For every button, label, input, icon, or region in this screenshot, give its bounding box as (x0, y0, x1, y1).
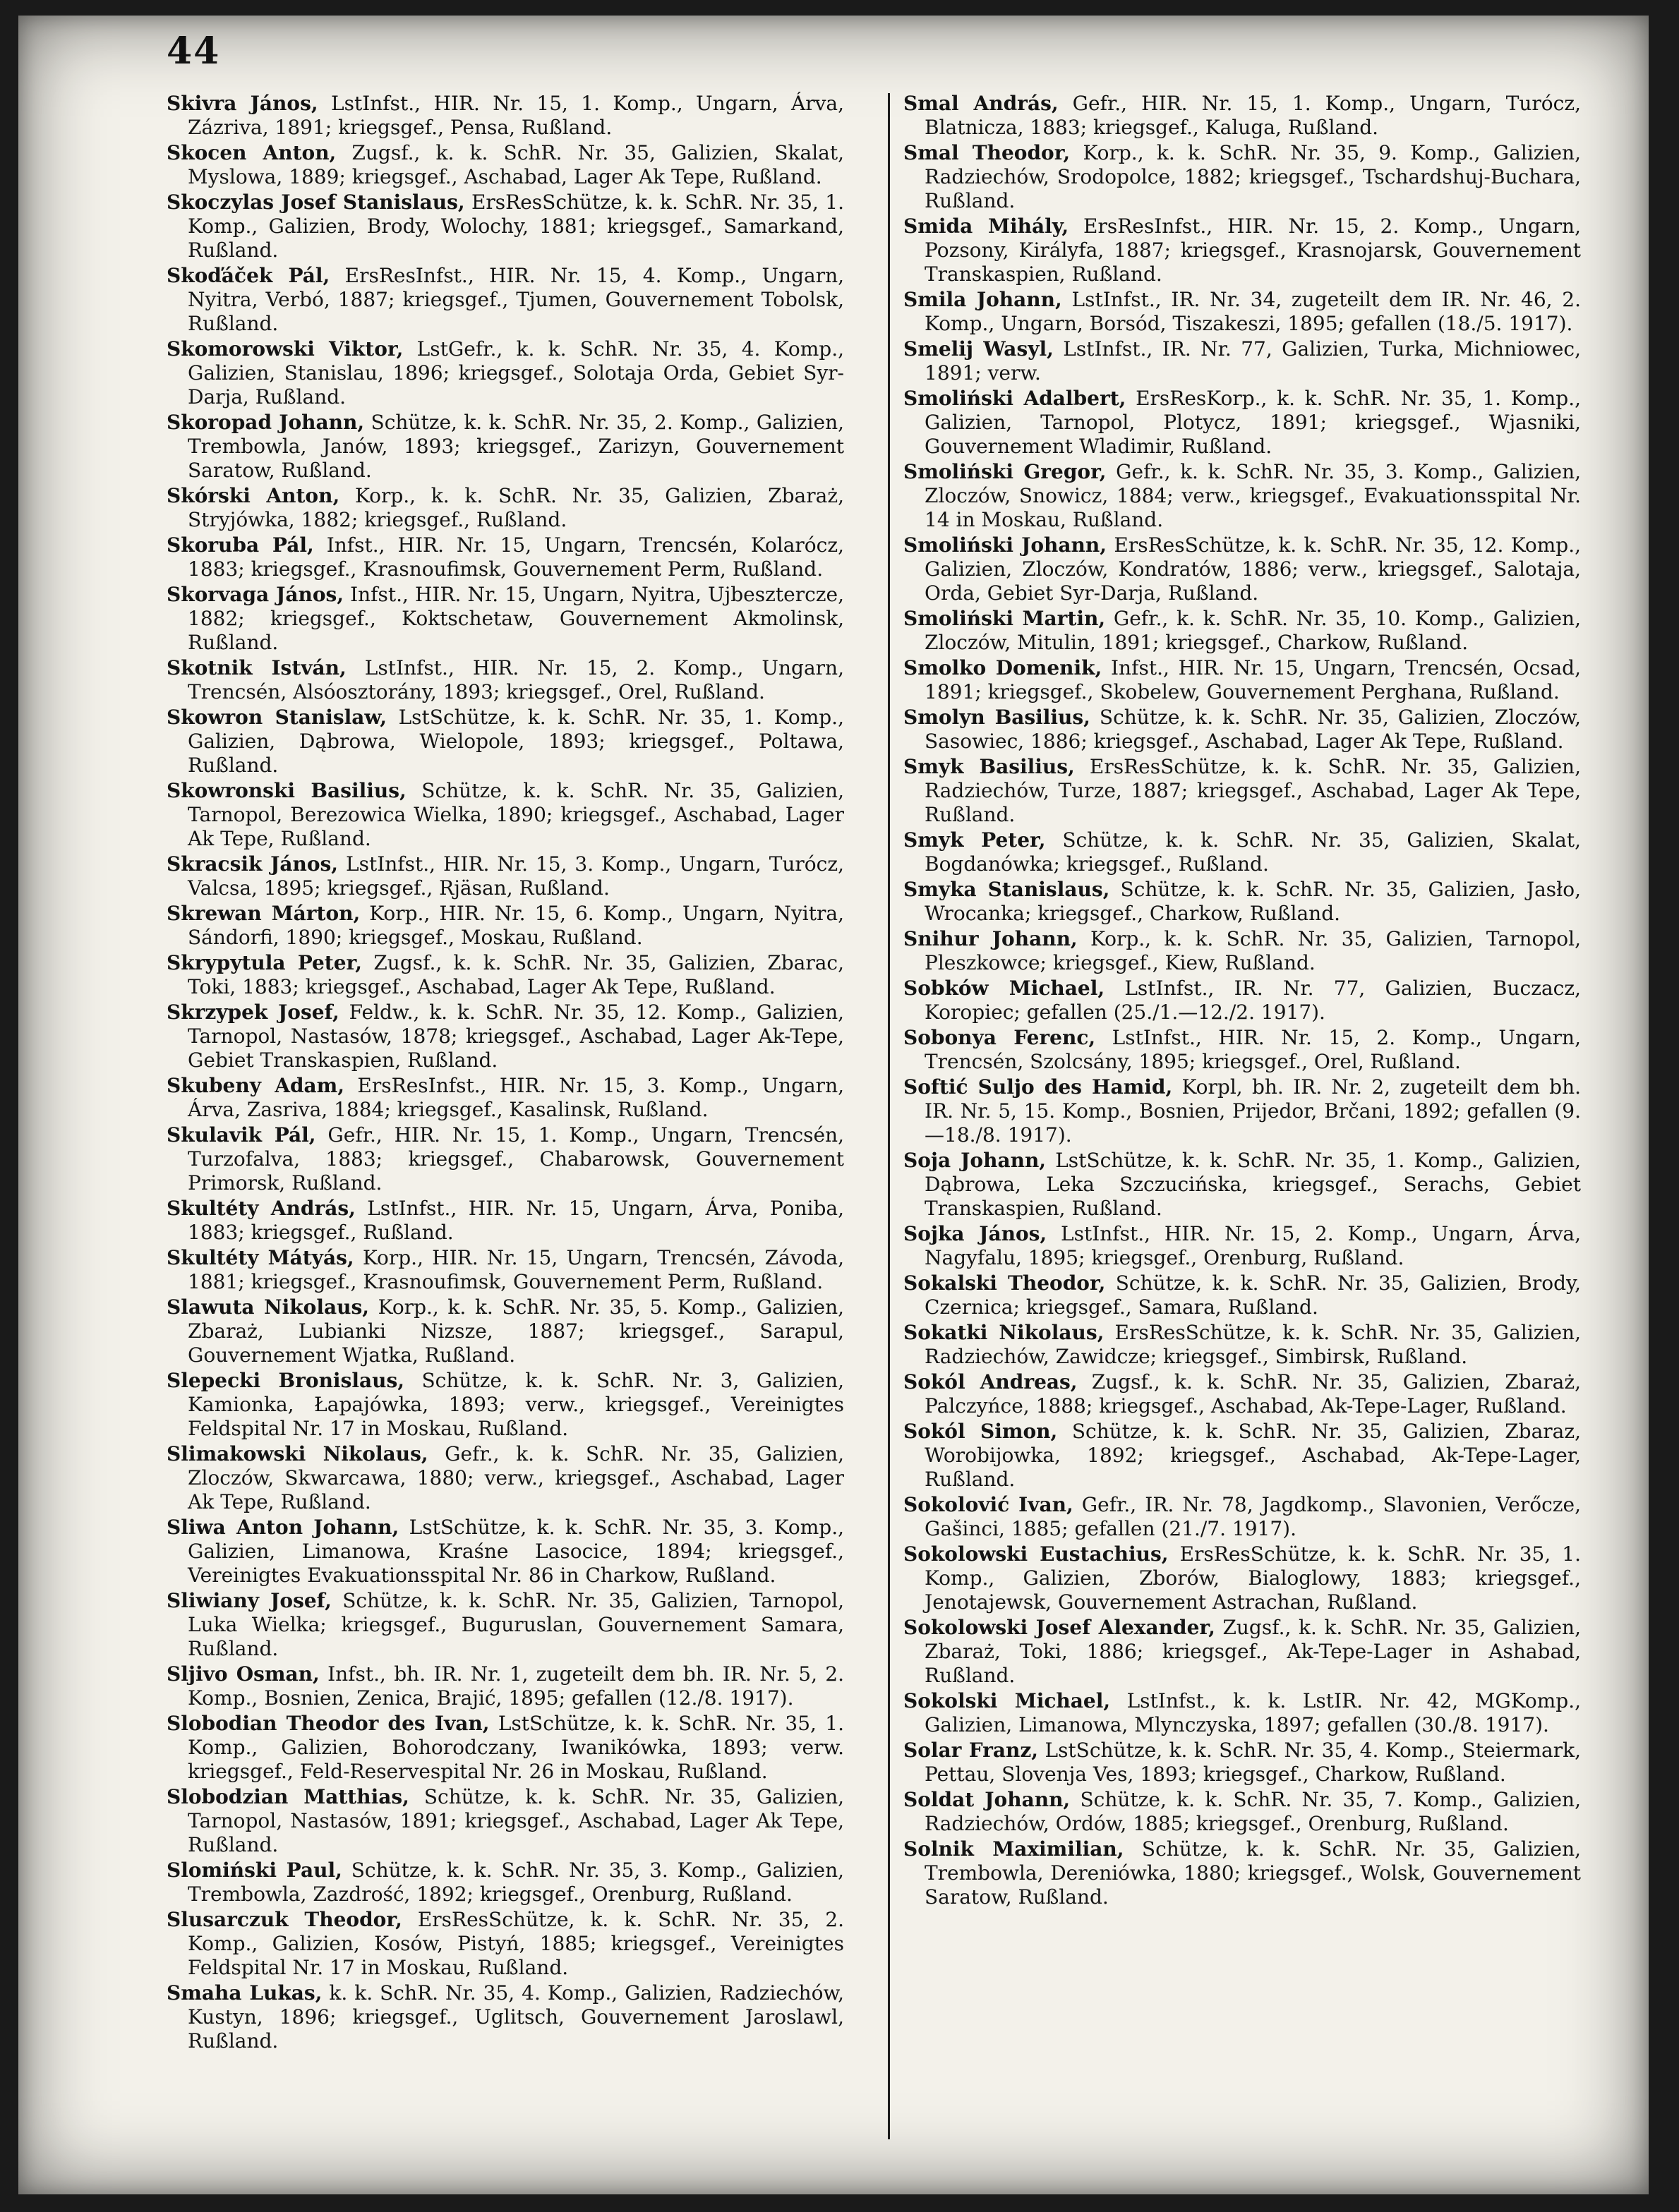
list-item (903, 337, 1581, 385)
entry-details: Schütze, k. k. SchR. Nr. 35, Galizien, Tarnopol, Berezowica Wielka, 1890; kriegsgef., Aschabad, Lager Ak Tepe, Rußland. (188, 779, 844, 850)
list-item (903, 92, 1581, 140)
list-item (167, 1516, 844, 1588)
list-item (167, 1712, 844, 1784)
entry-name: Smoliński Adalbert, (903, 387, 1126, 410)
entry-name: Smal András, (903, 92, 1059, 115)
entry-details: Schütze, k. k. SchR. Nr. 35, Galizien, Tarnopol, Nastasów, 1891; kriegsgef., Aschabad, Lager Ak Tepe, Rußland. (188, 1785, 844, 1856)
entry-name: Skubeny Adam, (167, 1074, 345, 1097)
entry-name: Skocen Anton, (167, 141, 337, 164)
entry-details: Infst., HIR. Nr. 15, Ungarn, Trencsén, Ocsad, 1891; kriegsgef., Skobelew, Gouvernement Perghana, Rußland. (925, 656, 1581, 703)
entry-details: LstInfst., HIR. Nr. 15, 2. Komp., Ungarn, Trencsén, Alsóosztorány, 1893; kriegsgef., Orel, Rußland. (188, 656, 844, 703)
entry-details: Schütze, k. k. SchR. Nr. 35, Galizien, Jasło, Wrocanka; kriegsgef., Charkow, Rußland. (925, 878, 1581, 925)
entry-name: Sokolowski Josef Alexander, (903, 1616, 1215, 1639)
entry-details: Feldw., k. k. SchR. Nr. 35, 12. Komp., Galizien, Tarnopol, Nastasów, 1878; kriegsgef., Aschabad, Lager Ak-Tepe, Gebiet Transkaspien, Rußland. (188, 1001, 844, 1072)
entry-name: Soja Johann, (903, 1149, 1047, 1172)
entry-name: Skowronski Basilius, (167, 779, 407, 802)
entry-details: LstInfst., HIR. Nr. 15, 2. Komp., Ungarn, Trencsén, Szolcsány, 1895; kriegsgef., Orel, Rußland. (925, 1026, 1581, 1073)
list-item (167, 337, 844, 409)
entry-name: Skracsik János, (167, 852, 339, 876)
entry-details: Korp., HIR. Nr. 15, 6. Komp., Ungarn, Nyitra, Sándorfi, 1890; kriegsgef., Moskau, Rußland. (188, 902, 844, 949)
entry-details: LstInfst., HIR. Nr. 15, 2. Komp., Ungarn, Árva, Nagyfalu, 1895; kriegsgef., Orenburg, Rußland. (925, 1222, 1581, 1269)
list-item (903, 460, 1581, 532)
left-column (167, 92, 844, 2152)
entry-details: LstInfst., IR. Nr. 34, zugeteilt dem IR. Nr. 46, 2. Komp., Ungarn, Borsód, Tiszakeszi, 1895; gefallen (18./5. 1917). (925, 288, 1581, 335)
entry-name: Snihur Johann, (903, 927, 1078, 950)
entry-name: Skultéty András, (167, 1197, 356, 1220)
entry-name: Skowron Stanislaw, (167, 706, 387, 729)
entry-details: Infst., HIR. Nr. 15, Ungarn, Nyitra, Ujbesztercze, 1882; kriegsgef., Koktschetaw, Gouvernement Akmolinsk, Rußland. (188, 583, 844, 654)
entry-name: Skivra János, (167, 92, 318, 115)
list-item (167, 902, 844, 950)
list-item (167, 141, 844, 189)
entry-details: ErsResKorp., k. k. SchR. Nr. 35, 1. Komp., Galizien, Tarnopol, Plotycz, 1891; kriegsgef., Wjasniki, Gouvernement Wladimir, Rußland. (925, 387, 1581, 458)
list-item (167, 533, 844, 581)
entry-details: Zugsf., k. k. SchR. Nr. 35, Galizien, Skalat, Myslowa, 1889; kriegsgef., Aschabad, Lager Ak Tepe, Rußland. (188, 141, 844, 188)
entry-name: Slusarczuk Theodor, (167, 1908, 402, 1931)
list-item (903, 706, 1581, 754)
entry-name: Sliwa Anton Johann, (167, 1516, 399, 1539)
entry-name: Slobodian Theodor des Ivan, (167, 1712, 490, 1735)
page-number: 44 (167, 30, 221, 73)
entry-details: Korp., k. k. SchR. Nr. 35, Galizien, Tarnopol, Pleszkowce; kriegsgef., Kiew, Rußland. (925, 927, 1581, 974)
list-item (167, 1589, 844, 1661)
entry-details: ErsResSchütze, k. k. SchR. Nr. 35, 12. Komp., Galizien, Zloczów, Kondratów, 1886; verw., kriegsgef., Salotaja, Orda, Gebiet Syr-Darja, Rußland. (925, 533, 1581, 605)
entry-details: Schütze, k. k. SchR. Nr. 35, Galizien, Zloczów, Sasowiec, 1886; kriegsgef., Aschabad, Lager Ak Tepe, Rußland. (925, 706, 1581, 753)
entry-name: Smila Johann, (903, 288, 1062, 311)
entry-name: Softić Suljo des Hamid, (903, 1075, 1173, 1099)
entry-name: Sljivo Osman, (167, 1662, 320, 1686)
list-item (903, 1075, 1581, 1147)
column-divider (888, 93, 890, 2139)
entry-name: Solar Franz, (903, 1739, 1039, 1762)
entry-name: Skotnik István, (167, 656, 347, 679)
entry-details: k. k. SchR. Nr. 35, 4. Komp., Galizien, Radziechów, Kustyn, 1896; kriegsgef., Uglitsch, Gouvernement Jaroslawl, Rußland. (188, 1981, 844, 2053)
right-column (903, 92, 1581, 2152)
entry-name: Smaha Lukas, (167, 1981, 323, 2005)
entry-name: Sokalski Theodor, (903, 1271, 1106, 1295)
list-item (167, 779, 844, 851)
entry-name: Sokatki Nikolaus, (903, 1321, 1105, 1344)
entry-details: Gefr., k. k. SchR. Nr. 35, 10. Komp., Galizien, Zloczów, Mitulin, 1891; kriegsgef., Charkow, Rußland. (925, 607, 1581, 654)
list-item (167, 264, 844, 336)
entry-name: Skrewan Márton, (167, 902, 361, 925)
entry-details: Infst., HIR. Nr. 15, Ungarn, Trencsén, Kolarócz, 1883; kriegsgef., Krasnoufimsk, Gouvernement Perm, Rußland. (188, 533, 844, 581)
entry-name: Skoropad Johann, (167, 411, 365, 434)
list-item (903, 607, 1581, 655)
entry-name: Smoliński Gregor, (903, 460, 1107, 483)
entry-details: ErsResSchütze, k. k. SchR. Nr. 35, Galizien, Radziechów, Turze, 1887; kriegsgef., Aschabad, Lager Ak Tepe, Rußland. (925, 755, 1581, 826)
list-item (167, 1859, 844, 1906)
entry-details: LstInfst., HIR. Nr. 15, 1. Komp., Ungarn, Árva, Zázriva, 1891; kriegsgef., Pensa, Rußland. (188, 92, 844, 139)
entry-name: Skoruba Pál, (167, 533, 314, 557)
list-item (167, 1197, 844, 1245)
list-item (167, 951, 844, 999)
entry-name: Sobków Michael, (903, 977, 1105, 1000)
list-item (903, 1149, 1581, 1221)
entry-details: Schütze, k. k. SchR. Nr. 35, Galizien, Trembowla, Dereniówka, 1880; kriegsgef., Wolsk, Gouvernement Saratow, Rußland. (925, 1837, 1581, 1909)
entry-details: Infst., bh. IR. Nr. 1, zugeteilt dem bh. IR. Nr. 5, 2. Komp., Bosnien, Zenica, Brajić, 1895; gefallen (12./8. 1917). (188, 1662, 844, 1710)
list-item (903, 214, 1581, 286)
list-item (167, 1442, 844, 1514)
list-item (903, 387, 1581, 459)
entry-details: Korp., HIR. Nr. 15, Ungarn, Trencsén, Závoda, 1881; kriegsgef., Krasnoufimsk, Gouvernement Perm, Rußland. (188, 1246, 844, 1293)
entry-details: ErsResInfst., HIR. Nr. 15, 4. Komp., Ungarn, Nyitra, Verbó, 1887; kriegsgef., Tjumen, Gouvernement Tobolsk, Rußland. (188, 264, 844, 335)
list-item (167, 583, 844, 655)
entry-name: Smyk Peter, (903, 828, 1046, 852)
list-item (903, 1788, 1581, 1836)
list-item (903, 755, 1581, 827)
list-item (903, 1321, 1581, 1369)
entry-name: Slepecki Bronislaus, (167, 1369, 404, 1392)
list-item (167, 1981, 844, 2053)
entry-details: ErsResSchütze, k. k. SchR. Nr. 35, 2. Komp., Galizien, Kosów, Pistyń, 1885; kriegsgef., Vereinigtes Feldspital Nr. 17 in Moskau, Rußland. (188, 1908, 844, 1979)
entry-name: Skórski Anton, (167, 484, 340, 507)
entry-name: Skoczylas Josef Stanislaus, (167, 191, 465, 214)
list-item (903, 1542, 1581, 1614)
list-item (167, 656, 844, 704)
entry-name: Slobodzian Matthias, (167, 1785, 409, 1808)
entry-name: Soldat Johann, (903, 1788, 1071, 1811)
entry-name: Skrzypek Josef, (167, 1001, 339, 1024)
entry-details: LstSchütze, k. k. SchR. Nr. 35, 1. Komp., Galizien, Bohorodczany, Iwanikówka, 1893; verw. kriegsgef., Feld-Reservespital Nr. 26 in Moskau, Rußland. (188, 1712, 844, 1783)
entry-details: Korp., k. k. SchR. Nr. 35, 9. Komp., Galizien, Radziechów, Srodopolce, 1882; kriegsgef., Tschardshuj-Buchara, Rußland. (925, 141, 1581, 212)
list-item (903, 1837, 1581, 1909)
entry-details: ErsResSchütze, k. k. SchR. Nr. 35, Galizien, Radziechów, Zawidcze; kriegsgef., Simbirsk, Rußland. (925, 1321, 1581, 1368)
list-item (903, 828, 1581, 876)
entry-details: Schütze, k. k. SchR. Nr. 3, Galizien, Kamionka, Łapajówka, 1893; verw., kriegsgef., Vereinigtes Feldspital Nr. 17 in Moskau, Rußland. (188, 1369, 844, 1440)
entry-name: Smal Theodor, (903, 141, 1071, 164)
list-item (167, 1246, 844, 1294)
list-item (903, 533, 1581, 605)
entry-name: Sokolović Ivan, (903, 1493, 1073, 1516)
entry-details: Zugsf., k. k. SchR. Nr. 35, Galizien, Zbaraż, Toki, 1886; kriegsgef., Ak-Tepe-Lager in Ashabad, Rußland. (925, 1616, 1581, 1687)
list-item (903, 927, 1581, 975)
list-item (167, 191, 844, 262)
entry-details: LstGefr., k. k. SchR. Nr. 35, 4. Komp., Galizien, Stanislau, 1896; kriegsgef., Solotaja Orda, Gebiet Syr-Darja, Rußland. (188, 337, 844, 409)
entry-details: Schütze, k. k. SchR. Nr. 35, 2. Komp., Galizien, Trembowla, Janów, 1893; kriegsgef., Zarizyn, Gouvernement Saratow, Rußland. (188, 411, 844, 482)
entry-details: Zugsf., k. k. SchR. Nr. 35, Galizien, Zbaraż, Palczyńce, 1888; kriegsgef., Aschabad, Ak-Tepe-Lager, Rußland. (925, 1370, 1581, 1418)
entry-details: LstSchütze, k. k. SchR. Nr. 35, 1. Komp., Galizien, Dąbrowa, Leka Szczucińska, kriegsgef., Serachs, Gebiet Transkaspien, Rußland. (925, 1149, 1581, 1220)
entry-name: Sobonya Ferenc, (903, 1026, 1096, 1049)
list-item (167, 1123, 844, 1195)
list-item (903, 1493, 1581, 1541)
entry-details: Schütze, k. k. SchR. Nr. 35, Galizien, Zbaraz, Worobijowka, 1892; kriegsgef., Aschabad, Ak-Tepe-Lager, Rußland. (925, 1420, 1581, 1491)
entry-details: LstInfst., IR. Nr. 77, Galizien, Buczacz, Koropiec; gefallen (25./1.—12./2. 1917). (925, 977, 1581, 1024)
entry-details: Gefr., HIR. Nr. 15, 1. Komp., Ungarn, Trencsén, Turzofalva, 1883; kriegsgef., Chabarowsk, Gouvernement Primorsk, Rußland. (188, 1123, 844, 1195)
entry-name: Sokolski Michael, (903, 1689, 1111, 1712)
list-item (167, 92, 844, 140)
list-item (167, 484, 844, 532)
list-item (903, 878, 1581, 926)
entry-name: Skrypytula Peter, (167, 951, 363, 974)
list-item (903, 656, 1581, 704)
entry-name: Smoliński Martin, (903, 607, 1106, 630)
list-item (903, 1026, 1581, 1074)
entry-name: Smida Mihály, (903, 214, 1069, 238)
list-item (903, 1271, 1581, 1319)
list-item (903, 1222, 1581, 1270)
list-item (167, 1295, 844, 1367)
entry-name: Skorvaga János, (167, 583, 344, 606)
entry-name: Smoliński Johann, (903, 533, 1107, 557)
entry-name: Skulavik Pál, (167, 1123, 316, 1147)
entry-details: LstSchütze, k. k. SchR. Nr. 35, 3. Komp., Galizien, Limanowa, Kraśne Lasocice, 1894; kriegsgef., Vereinigtes Evakuationsspital Nr. 86 in Charkow, Rußland. (188, 1516, 844, 1587)
entry-details: LstSchütze, k. k. SchR. Nr. 35, 1. Komp., Galizien, Dąbrowa, Wielopole, 1893; kriegsgef., Poltawa, Rußland. (188, 706, 844, 777)
list-item (167, 1785, 844, 1857)
list-item (903, 1616, 1581, 1688)
entry-name: Smyka Stanislaus, (903, 878, 1110, 901)
list-item (903, 1739, 1581, 1787)
entry-name: Sojka János, (903, 1222, 1047, 1245)
entry-details: Korpl, bh. IR. Nr. 2, zugeteilt dem bh. IR. Nr. 5, 15. Komp., Bosnien, Prijedor, Brčani, 1892; gefallen (9.—18./8. 1917). (925, 1075, 1581, 1147)
entry-details: ErsResInfst., HIR. Nr. 15, 2. Komp., Ungarn, Pozsony, Királyfa, 1887; kriegsgef., Krasnojarsk, Gouvernement Transkaspien, Rußland. (925, 214, 1581, 286)
list-item (167, 1369, 844, 1441)
entry-details: Schütze, k. k. SchR. Nr. 35, Galizien, Tarnopol, Luka Wielka; kriegsgef., Buguruslan, Gouvernement Samara, Rußland. (188, 1589, 844, 1660)
document-page (18, 16, 1649, 2194)
list-item (167, 852, 844, 900)
entry-name: Smolko Domenik, (903, 656, 1102, 679)
entry-details: Gefr., k. k. SchR. Nr. 35, Galizien, Zloczów, Skwarcawa, 1880; verw., kriegsgef., Aschabad, Lager Ak Tepe, Rußland. (188, 1442, 844, 1513)
entry-name: Slomiński Paul, (167, 1859, 342, 1882)
entry-details: Korp., k. k. SchR. Nr. 35, 5. Komp., Galizien, Zbaraż, Lubianki Nizsze, 1887; kriegsgef., Sarapul, Gouvernement Wjatka, Rußland. (188, 1295, 844, 1367)
entry-details: Schütze, k. k. SchR. Nr. 35, Galizien, Brody, Czernica; kriegsgef., Samara, Rußland. (925, 1271, 1581, 1319)
list-item (903, 1689, 1581, 1737)
entry-name: Smyk Basilius, (903, 755, 1075, 778)
list-item (167, 1074, 844, 1122)
list-item (167, 411, 844, 483)
entry-name: Sliwiany Josef, (167, 1589, 332, 1612)
entry-name: Solnik Maximilian, (903, 1837, 1124, 1861)
entry-details: Korp., k. k. SchR. Nr. 35, Galizien, Zbaraż, Stryjówka, 1882; kriegsgef., Rußland. (188, 484, 844, 531)
entry-details: Schütze, k. k. SchR. Nr. 35, 7. Komp., Galizien, Radziechów, Ordów, 1885; kriegsgef., Orenburg, Rußland. (925, 1788, 1581, 1835)
list-item (167, 1908, 844, 1980)
entry-details: Gefr., HIR. Nr. 15, 1. Komp., Ungarn, Turócz, Blatnicza, 1883; kriegsgef., Kaluga, Rußland. (925, 92, 1581, 139)
entry-details: LstInfst., k. k. LstIR. Nr. 42, MGKomp., Galizien, Limanowa, Mlynczyska, 1897; gefallen (30./8. 1917). (925, 1689, 1581, 1736)
entry-details: ErsResSchütze, k. k. SchR. Nr. 35, 1. Komp., Galizien, Zborów, Bialoglowy, 1883; kriegsgef., Jenotajewsk, Gouvernement Astrachan, Rußland. (925, 1542, 1581, 1614)
list-item (903, 1370, 1581, 1418)
entry-details: Zugsf., k. k. SchR. Nr. 35, Galizien, Zbarac, Toki, 1883; kriegsgef., Aschabad, Lager Ak Tepe, Rußland. (188, 951, 844, 998)
entry-name: Skultéty Mátyás, (167, 1246, 354, 1269)
entry-name: Smelij Wasyl, (903, 337, 1054, 361)
entry-details: Gefr., k. k. SchR. Nr. 35, 3. Komp., Galizien, Zloczów, Snowicz, 1884; verw., kriegsgef., Evakuationsspital Nr. 14 in Moskau, Rußland. (925, 460, 1581, 531)
entry-name: Sokól Simon, (903, 1420, 1058, 1443)
list-item (903, 288, 1581, 336)
list-item (903, 141, 1581, 213)
entry-name: Skomorowski Viktor, (167, 337, 404, 361)
entry-name: Sokól Andreas, (903, 1370, 1078, 1394)
list-item (167, 1662, 844, 1710)
entry-details: ErsResInfst., HIR. Nr. 15, 3. Komp., Ungarn, Árva, Zasriva, 1884; kriegsgef., Kasalinsk, Rußland. (188, 1074, 844, 1121)
entry-details: Schütze, k. k. SchR. Nr. 35, 3. Komp., Galizien, Trembowla, Zazdrość, 1892; kriegsgef., Orenburg, Rußland. (188, 1859, 844, 1906)
entry-name: Skoďáček Pál, (167, 264, 330, 287)
entry-name: Smolyn Basilius, (903, 706, 1090, 729)
list-item (903, 1420, 1581, 1492)
entry-details: LstSchütze, k. k. SchR. Nr. 35, 4. Komp., Steiermark, Pettau, Slovenja Ves, 1893; kriegsgef., Charkow, Rußland. (925, 1739, 1581, 1786)
entry-details: LstInfst., HIR. Nr. 15, Ungarn, Árva, Poniba, 1883; kriegsgef., Rußland. (188, 1197, 844, 1244)
list-item (167, 1001, 844, 1072)
entry-name: Sokolowski Eustachius, (903, 1542, 1169, 1566)
entry-name: Slimakowski Nikolaus, (167, 1442, 428, 1465)
list-item (903, 977, 1581, 1025)
entry-details: LstInfst., HIR. Nr. 15, 3. Komp., Ungarn, Turócz, Valcsa, 1895; kriegsgef., Rjäsan, Rußland. (188, 852, 844, 900)
entry-details: LstInfst., IR. Nr. 77, Galizien, Turka, Michniowec, 1891; verw. (925, 337, 1581, 385)
entry-details: ErsResSchütze, k. k. SchR. Nr. 35, 1. Komp., Galizien, Brody, Wolochy, 1881; kriegsgef., Samarkand, Rußland. (188, 191, 844, 262)
entry-details: Gefr., IR. Nr. 78, Jagdkomp., Slavonien, Verőcze, Gašinci, 1885; gefallen (21./7. 1917). (925, 1493, 1581, 1540)
list-item (167, 706, 844, 778)
entry-name: Slawuta Nikolaus, (167, 1295, 369, 1319)
entry-details: Schütze, k. k. SchR. Nr. 35, Galizien, Skalat, Bogdanówka; kriegsgef., Rußland. (925, 828, 1581, 876)
